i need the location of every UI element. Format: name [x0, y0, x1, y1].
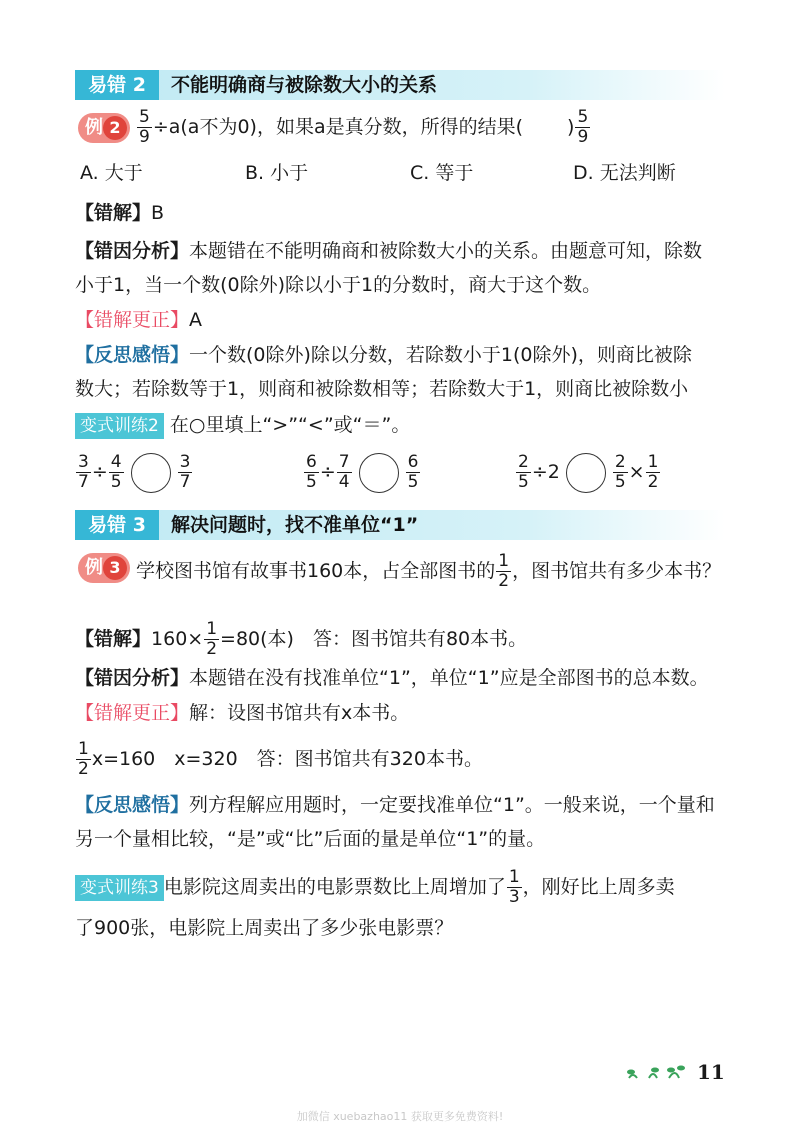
practice-2-text: 在○里填上“>”“<”或“＝”。 — [169, 414, 411, 436]
compare-circle[interactable] — [566, 453, 606, 493]
practice-3-label: 变式训练3 — [75, 875, 164, 901]
correction-2 — [75, 305, 202, 335]
example-2-text: ÷a(a不为0)，如果a是真分数，所得的结果( — [152, 116, 524, 138]
reflection-text: 一个数(0除外)除以分数，若除数小于1(0除外)，则商比被除 — [189, 344, 692, 366]
fraction-numerator: 1 — [78, 739, 89, 759]
correction-value: A — [189, 309, 203, 331]
correction-3-equation — [75, 740, 483, 779]
correction-label: 【错解更正】 — [75, 702, 190, 724]
compare-circle[interactable] — [131, 453, 171, 493]
fraction-denominator: 5 — [110, 472, 122, 492]
reflection-3-line-2: 另一个量相比较，“是”或“比”后面的量是单位“1”的量。 — [75, 828, 546, 850]
fraction-denominator: 9 — [139, 127, 150, 147]
sprout-decoration-icon — [625, 1062, 695, 1082]
fraction-numerator: 2 — [614, 452, 626, 472]
practice-2 — [75, 410, 410, 440]
reflection-2-line-1 — [75, 340, 692, 370]
practice-3 — [75, 868, 675, 907]
analysis-text: 本题错在不能明确商和被除数大小的关系。由题意可知，除数 — [189, 240, 703, 262]
correction-3 — [75, 698, 409, 728]
wrong-answer-post: =80(本) 答：图书馆共有80本书。 — [220, 628, 528, 650]
wrong-answer-value: B — [151, 202, 165, 224]
practice-2-item-3 — [515, 452, 661, 493]
fraction-numerator: 6 — [407, 452, 419, 472]
fraction-numerator: 3 — [78, 452, 89, 472]
section-2-badge: 易错 2 — [75, 70, 159, 100]
option-b: B. 小于 — [245, 162, 309, 184]
operator: ÷ — [319, 461, 336, 483]
fraction-numerator: 5 — [139, 107, 150, 127]
practice-3-text-1: 电影院这周卖出的电影票数比上周增加了 — [163, 876, 506, 898]
analysis-3-line-1 — [75, 663, 709, 693]
correction-value: 解：设图书馆共有x本书。 — [189, 702, 410, 724]
fraction-numerator: 5 — [577, 107, 589, 127]
correction-label: 【错解更正】 — [75, 309, 190, 331]
fraction-denominator: 5 — [306, 472, 317, 492]
fraction-denominator: 3 — [508, 887, 520, 907]
section-3-header — [75, 510, 725, 540]
fraction-numerator: 7 — [338, 452, 350, 472]
example-2-badge-number: 2 — [103, 116, 127, 140]
fraction-numerator: 1 — [647, 452, 659, 472]
fraction-denominator: 9 — [577, 127, 589, 147]
analysis-2-line-1 — [75, 236, 702, 266]
analysis-2-line-2: 小于1，当一个数(0除外)除以小于1的分数时，商大于这个数。 — [75, 274, 602, 296]
practice-2-label: 变式训练2 — [75, 413, 164, 439]
fraction-denominator: 7 — [78, 472, 89, 492]
fraction-numerator: 1 — [508, 867, 520, 887]
example-2-badge-label: 例 — [85, 117, 103, 138]
option-a: A. 大于 — [80, 162, 143, 184]
example-3-text-2: ，图书馆共有多少本书？ — [512, 560, 722, 582]
example-3-fraction — [496, 552, 511, 591]
example-2-question — [136, 108, 591, 147]
section-2-header — [75, 70, 725, 100]
fraction-denominator: 5 — [614, 472, 626, 492]
operator: × — [628, 461, 645, 483]
example-2-fraction-2 — [575, 108, 590, 147]
fraction-numerator: 2 — [518, 452, 529, 472]
reflection-text: 列方程解应用题时，一定要找准单位“1”。一般来说，一个量和 — [189, 794, 715, 816]
fraction-denominator: 2 — [206, 639, 218, 659]
fraction-denominator: 4 — [338, 472, 350, 492]
page-number: 11 — [697, 1060, 725, 1084]
analysis-label: 【错因分析】 — [75, 240, 190, 262]
example-3-question — [136, 552, 721, 591]
example-2-fraction — [137, 108, 152, 147]
compare-circle[interactable] — [359, 453, 399, 493]
practice-2-item-1 — [75, 452, 193, 493]
reflection-2-line-2: 数大；若除数等于1，则商和被除数相等；若除数大于1，则商比被除数小 — [75, 378, 689, 400]
operator: ÷ — [91, 461, 108, 483]
paren-close: ) — [567, 116, 575, 138]
section-3-title: 解决问题时，找不准单位“1” — [171, 514, 419, 536]
fraction-denominator: 5 — [518, 472, 529, 492]
fraction-denominator: 5 — [407, 472, 419, 492]
fraction-denominator: 7 — [179, 472, 191, 492]
example-3-text-1: 学校图书馆有故事书160本，占全部图书的 — [136, 560, 496, 582]
analysis-text: 本题错在没有找准单位“1”，单位“1”应是全部图书的总本数。 — [189, 667, 709, 689]
section-2-title: 不能明确商与被除数大小的关系 — [171, 74, 438, 96]
reflection-3-line-1 — [75, 790, 715, 820]
reflection-label: 【反思感悟】 — [75, 344, 190, 366]
wrong-answer-3 — [75, 620, 527, 659]
example-3-badge — [78, 553, 130, 583]
practice-3-line-2: 了900张，电影院上周卖出了多少张电影票？ — [75, 917, 454, 939]
wrong-answer-label: 【错解】 — [75, 628, 152, 650]
option-c: C. 等于 — [410, 162, 474, 184]
fraction-denominator: 2 — [498, 571, 510, 591]
wrong-answer-pre: 160× — [151, 628, 204, 650]
fraction-numerator: 1 — [206, 619, 218, 639]
analysis-label: 【错因分析】 — [75, 667, 190, 689]
watermark: 加微信 xuebazhao11 获取更多免费资料! — [296, 1110, 504, 1123]
fraction-numerator: 3 — [179, 452, 191, 472]
wrong-answer-label: 【错解】 — [75, 202, 152, 224]
fraction-numerator: 4 — [110, 452, 122, 472]
example-2-badge — [78, 113, 130, 143]
reflection-label: 【反思感悟】 — [75, 794, 190, 816]
option-d: D. 无法判断 — [573, 162, 676, 184]
example-3-badge-label: 例 — [85, 557, 103, 578]
operator: ÷2 — [531, 461, 560, 483]
fraction-denominator: 2 — [78, 759, 89, 779]
section-3-badge: 易错 3 — [75, 510, 159, 540]
fraction-numerator: 1 — [498, 551, 510, 571]
practice-3-text-2: ，刚好比上周多卖 — [522, 876, 675, 898]
wrong-answer-2 — [75, 198, 164, 228]
example-3-badge-number: 3 — [103, 556, 127, 580]
practice-2-item-2 — [303, 452, 421, 493]
fraction-numerator: 6 — [306, 452, 317, 472]
fraction-denominator: 2 — [647, 472, 659, 492]
equation-text: x=160 x=320 答：图书馆共有320本书。 — [91, 748, 483, 770]
